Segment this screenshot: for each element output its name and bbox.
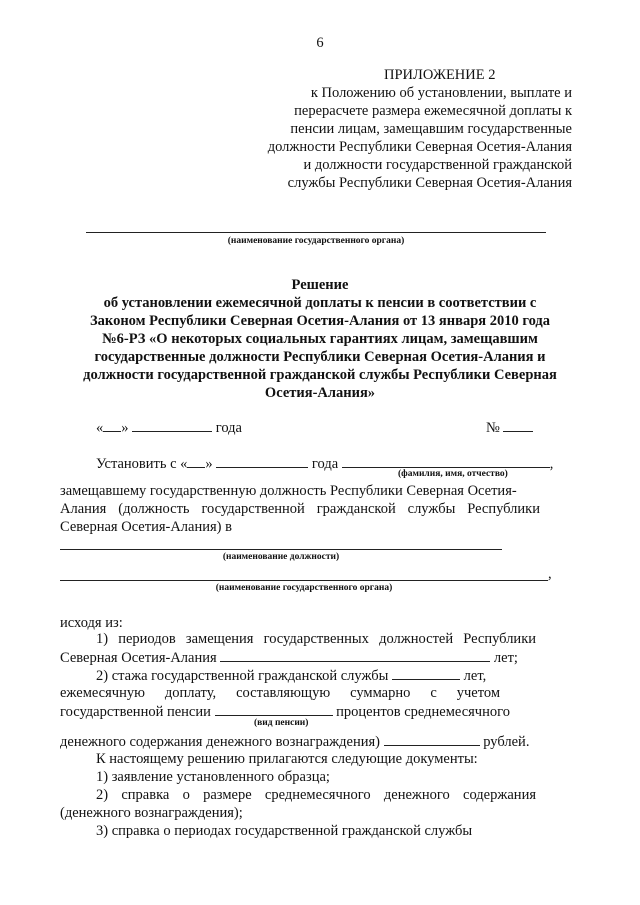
body-line-1: замещавшему государственную должность Республики Северная Осетия- bbox=[60, 483, 517, 499]
position-line bbox=[60, 549, 502, 550]
appendix-line-6: службы Республики Северная Осетия-Алания bbox=[287, 175, 572, 191]
service-years-field[interactable] bbox=[392, 666, 460, 680]
appendix-line-2: перерасчете размера ежемесячной доплаты к bbox=[294, 103, 572, 119]
org-name-caption-2: (наименование государственного органа) bbox=[215, 583, 393, 593]
date-row bbox=[96, 418, 242, 437]
body-line-2: Алания (должность государственной гражданской службы Республики bbox=[60, 501, 540, 517]
basis-line3: ежемесячную доплату, составляющую суммарно с учетом bbox=[60, 685, 500, 701]
basis-item2-suffix: лет, bbox=[463, 668, 487, 684]
decision-line-1: об установлении ежемесячной доплаты к пенсии в соответствии с bbox=[103, 295, 537, 311]
number-row bbox=[486, 418, 533, 437]
decision-title: Решение bbox=[291, 277, 349, 293]
basis-line5 bbox=[60, 732, 529, 751]
basis-item1-prefix: Северная Осетия-Алания bbox=[60, 650, 217, 666]
attachment-item-2-cont: (денежного вознаграждения); bbox=[60, 805, 243, 821]
number-sign: № bbox=[486, 420, 500, 436]
basis-item2-prefix: 2) стажа государственной гражданской службы bbox=[96, 668, 389, 684]
basis-item1-line1: 1) периодов замещения государственных должностей Республики bbox=[96, 631, 536, 647]
position-caption: (наименование должности) bbox=[222, 552, 340, 562]
basis-line5-prefix: денежного содержания денежного вознаграждения) bbox=[60, 734, 380, 750]
org-name-line-2 bbox=[60, 580, 548, 581]
body-line-3: Северная Осетия-Алания) в bbox=[60, 519, 232, 535]
establish-day-field[interactable] bbox=[187, 454, 205, 468]
replacement-years-field[interactable] bbox=[220, 648, 490, 662]
basis-line5-suffix: рублей. bbox=[483, 734, 530, 750]
day-field[interactable] bbox=[103, 418, 121, 432]
month-field[interactable] bbox=[132, 418, 212, 432]
appendix-line-3: пенсии лицам, замещавшим государственные bbox=[290, 121, 572, 137]
basis-item1-line2 bbox=[60, 648, 518, 667]
org-name-line bbox=[86, 232, 546, 233]
fio-caption: (фамилия, имя, отчество) bbox=[398, 469, 508, 479]
basis-intro: исходя из: bbox=[60, 615, 123, 631]
decision-line-2: Законом Республики Северная Осетия-Алания от 13 января 2010 года bbox=[90, 313, 550, 329]
date-year-word: года bbox=[215, 420, 242, 436]
decision-line-5: должности государственной гражданской службы Республики Северная bbox=[83, 367, 557, 383]
basis-item2 bbox=[96, 666, 486, 685]
org-line-comma: , bbox=[548, 566, 552, 582]
establish-comma: , bbox=[549, 456, 554, 472]
attachment-item-2: 2) справка о размере среднемесячного денежного содержания bbox=[96, 787, 536, 803]
appendix-line-4: должности Республики Северная Осетия-Алания bbox=[267, 139, 572, 155]
establish-prefix: Установить с « bbox=[96, 456, 188, 472]
number-field[interactable] bbox=[503, 418, 533, 432]
basis-item1-suffix: лет; bbox=[493, 650, 518, 666]
establish-close-quote: » bbox=[205, 456, 213, 472]
decision-line-4: государственные должности Республики Северная Осетия-Алания и bbox=[94, 349, 546, 365]
attachment-item-1: 1) заявление установленного образца; bbox=[96, 769, 330, 785]
establish-month-field[interactable] bbox=[216, 454, 308, 468]
appendix-line-5: и должности государственной гражданской bbox=[303, 157, 572, 173]
basis-line4-prefix: государственной пенсии bbox=[60, 704, 211, 720]
appendix-title: ПРИЛОЖЕНИЕ 2 bbox=[384, 67, 496, 83]
basis-line4-suffix: процентов среднемесячного bbox=[336, 704, 510, 720]
page-number: 6 bbox=[316, 35, 324, 51]
establish-year-word: года bbox=[311, 456, 339, 472]
decision-line-6: Осетия-Алания» bbox=[264, 385, 376, 401]
date-open-quote: « bbox=[96, 420, 104, 436]
appendix-line-1: к Положению об установлении, выплате и bbox=[310, 85, 572, 101]
date-close-quote: » bbox=[121, 420, 129, 436]
fio-field[interactable] bbox=[342, 454, 550, 468]
pension-type-caption: (вид пенсии) bbox=[254, 718, 309, 728]
attachment-item-3: 3) справка о периодах государственной гражданской службы bbox=[96, 823, 473, 839]
attachments-intro: К настоящему решению прилагаются следующие документы: bbox=[96, 751, 478, 767]
decision-line-3: №6-РЗ «О некоторых социальных гарантиях лицам, замещавшим bbox=[102, 331, 538, 347]
pension-type-field[interactable] bbox=[215, 702, 333, 716]
amount-field[interactable] bbox=[384, 732, 480, 746]
org-name-caption: (наименование государственного органа) bbox=[227, 236, 405, 246]
